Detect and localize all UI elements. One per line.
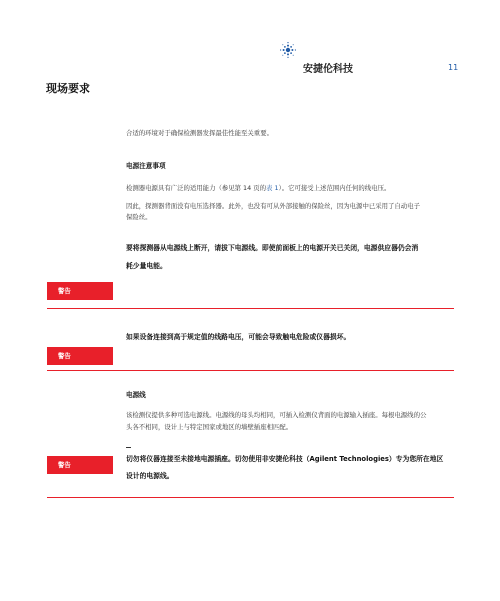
power-considerations-heading: 电源注意事项 [126,162,166,170]
agilent-spark-logo-icon [279,41,297,59]
power-paragraph-2-line-1: 因此，探测器背面没有电压选择器。此外，也没有可从外部接触的保险丝，因为电源中已采用了自动电子 [126,202,420,210]
brand-name: 安捷伦科技 [303,64,353,75]
warning-2-line-1: 如果设备连接到高于规定值的线路电压，可能会导致触电危险或仪器损坏。 [126,333,351,341]
power-cord-heading: 电源线 [126,391,146,399]
warning-2-badge: 警告 [47,347,113,365]
section-title: 现场要求 [46,82,90,95]
short-rule [126,447,131,448]
warning-1-divider [47,308,454,309]
warning-1-line-1: 要将探测器从电源线上断开，请拔下电源线。即使前面板上的电源开关已关闭，电源供应器仍会消 [126,244,419,252]
power-cord-line-1: 该检测仪提供多种可选电源线。电源线的母头均相同，可插入检测仪背面的电源输入插座。每根电源线的公 [126,411,427,419]
warning-1-line-2: 耗少量电能。 [126,262,167,270]
power-paragraph-1-text-b: ）。它可接受上述范围内任何的线电压。 [278,184,391,192]
warning-1-badge: 警告 [47,282,113,300]
power-paragraph-1 [126,183,390,194]
page-number: 11 [448,63,459,72]
intro-paragraph: 合适的环境对于确保检测器发挥最佳性能至关重要。 [126,129,273,137]
warning-3-line-2: 设计的电源线。 [126,472,174,480]
table-1-link[interactable]: 表 1 [266,184,279,192]
warning-2-divider [47,370,454,371]
warning-3-divider [47,497,454,498]
power-paragraph-1-text-a: 检测器电源具有广泛的适用能力（参见第 14 页的 [126,184,267,192]
power-paragraph-2-line-2: 保险丝。 [126,213,152,221]
warning-3-badge: 警告 [47,456,113,474]
warning-3-line-1: 切勿将仪器连接至未接地电源插座。切勿使用非安捷伦科技（Agilent Technologies）专为您所在地区 [126,455,444,463]
power-cord-line-2: 头各不相同，设计上与特定国家或地区的墙壁插座相匹配。 [126,423,293,431]
